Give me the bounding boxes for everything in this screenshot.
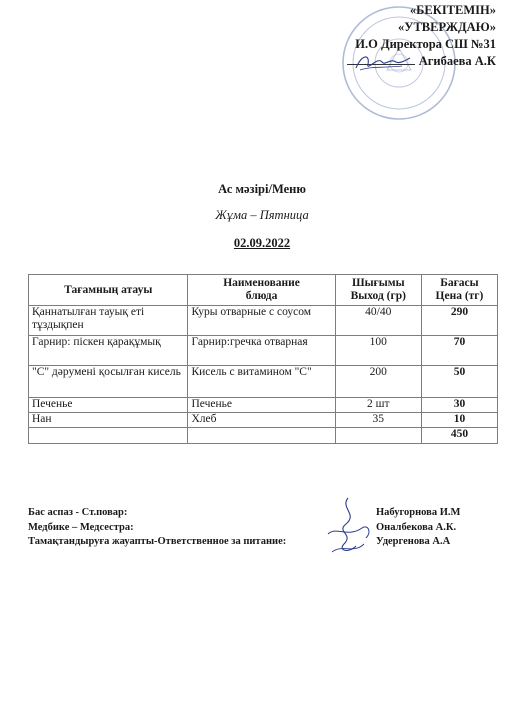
approval-position: И.О Директора СШ №31 — [355, 37, 496, 51]
cell-kz: Печенье — [29, 398, 188, 413]
table-total-row — [29, 428, 498, 444]
cell-yield: 2 шт — [335, 398, 421, 413]
cell-total: 450 — [421, 428, 497, 444]
table-header-row — [29, 275, 498, 306]
approval-name: Агибаева А.К — [418, 54, 496, 68]
cell-price: 10 — [421, 413, 497, 428]
name-nurse: Оналбекова А.К. — [376, 521, 457, 533]
cell-ru: Хлеб — [188, 413, 335, 428]
footer-names — [376, 506, 460, 550]
cell-kz: Қаннатылған тауық еті тұздықпен — [29, 306, 188, 336]
cell-ru: Печенье — [188, 398, 335, 413]
role-nurse: Медбике – Медсестра: — [28, 521, 134, 533]
cell-yield: 35 — [335, 413, 421, 428]
approval-kz: «БЕКІТЕМІН» — [409, 3, 496, 17]
table-row — [29, 306, 498, 336]
staff-signature — [318, 494, 378, 558]
table-row — [29, 366, 498, 398]
menu-date: 02.09.2022 — [233, 236, 291, 250]
table-row — [29, 336, 498, 366]
header-price: Бағасы Цена (тг) — [421, 275, 497, 306]
name-responsible: Удергенова А.А — [376, 536, 451, 547]
footer-roles — [28, 506, 286, 550]
cell-kz: Нан — [29, 413, 188, 428]
cell-yield: 40/40 — [335, 306, 421, 336]
role-responsible: Тамақтандыруға жауапты-Ответственное за питание: — [28, 536, 287, 547]
menu-table — [28, 274, 498, 444]
cell-kz: "С" дәрумені қосылған кисель — [29, 366, 188, 398]
cell-yield: 200 — [335, 366, 421, 398]
cell-price: 290 — [421, 306, 497, 336]
cell-ru: Куры отварные с соусом — [188, 306, 335, 336]
menu-day: Жұма – Пятница — [215, 208, 309, 222]
name-chef: Набугорнова И.М — [376, 507, 461, 518]
cell-price: 30 — [421, 398, 497, 413]
cell-yield: 100 — [335, 336, 421, 366]
cell-ru: Кисель с витамином "С" — [188, 366, 335, 398]
menu-title: Ас мәзірі/Меню — [218, 182, 306, 196]
header-yield: Шығымы Выход (гр) — [335, 275, 421, 306]
header-kz-name: Тағамның атауы — [29, 275, 188, 306]
cell-price: 70 — [421, 336, 497, 366]
cell-kz: Гарнир: піскен қарақұмық — [29, 336, 188, 366]
director-signature — [352, 50, 412, 74]
cell-price: 50 — [421, 366, 497, 398]
table-row — [29, 398, 498, 413]
cell-ru: Гарнир:гречка отварная — [188, 336, 335, 366]
table-row — [29, 413, 498, 428]
role-chef: Бас аспаз - Ст.повар: — [28, 507, 128, 518]
header-ru-name: Наименование блюда — [188, 275, 335, 306]
approval-ru: «УТВЕРЖДАЮ» — [398, 20, 496, 34]
